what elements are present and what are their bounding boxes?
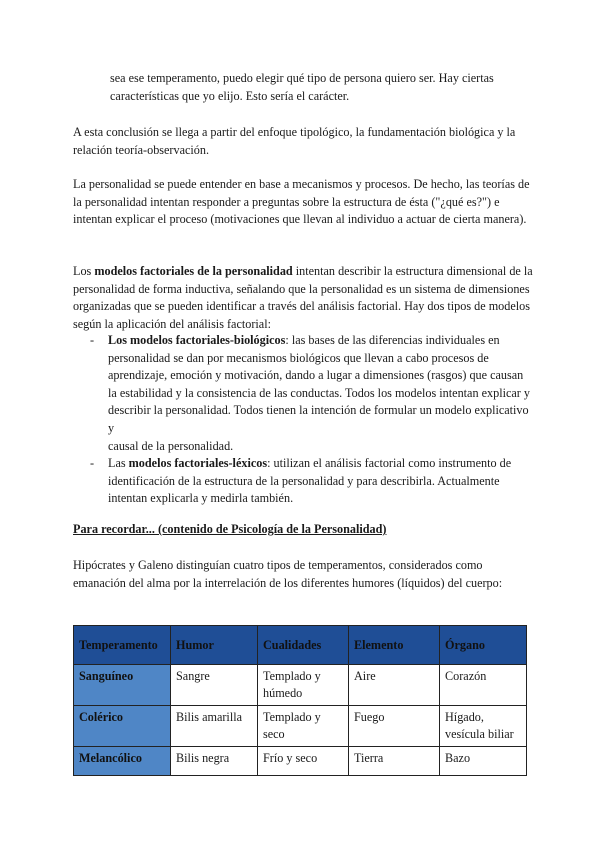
- section-heading: Para recordar... (contenido de Psicología de la Personalidad): [73, 522, 387, 536]
- list-item1-text-tail: causal de la personalidad.: [108, 438, 234, 453]
- paragraph3-rest: intentan describir la estructura dimensional de la personalidad de forma inductiva, señalando que la personalidad es un sistema de dimensiones organizadas que se pueden identificar a través del análisis factorial. Hay dos tipos de modelos según la aplicación del análisis factorial:: [73, 264, 533, 331]
- table-cell: Bazo: [440, 747, 527, 776]
- models-list: [73, 332, 533, 508]
- table-cell: Sangre: [171, 665, 258, 706]
- intro-quote-line-2: características que yo elijo. Esto sería el carácter.: [110, 88, 350, 103]
- paragraph-temperamentos: Hipócrates y Galeno distinguían cuatro tipos de temperamentos, considerados como emanación del alma por la interrelación de los diferentes humores (líquidos) del cuerpo:: [73, 558, 503, 590]
- table-cell: Aire: [349, 665, 440, 706]
- list-item-lexicos: [73, 455, 533, 508]
- table-cell: Tierra: [349, 747, 440, 776]
- table-header-cell: Cualidades: [258, 626, 349, 665]
- paragraph-mecanismos: La personalidad se puede entender en base a mecanismos y procesos. De hecho, las teorías de la personalidad intentan responder a preguntas sobre la estructura de ésta ("¿qué es?") e intentan explicar el proceso (motivaciones que llevan al individuo a actuar de cierta manera).: [73, 177, 530, 227]
- list-item2-bold: modelos factoriales-léxicos: [128, 456, 268, 471]
- table-cell: Fuego: [349, 706, 440, 747]
- table-row: [74, 747, 527, 776]
- table-cell: Bilis amarilla: [171, 706, 258, 747]
- table-header-cell: Órgano: [440, 626, 527, 665]
- table-cell: Templado y seco: [258, 706, 349, 747]
- table-cell-temperament: Colérico: [74, 706, 171, 747]
- intro-quote: [110, 70, 530, 105]
- table-header-row: [74, 626, 527, 665]
- paragraph-enfoque: A esta conclusión se llega a partir del enfoque tipológico, la fundamentación biológica y la relación teoría-observación.: [73, 125, 516, 157]
- list-item1-bold: Los modelos factoriales-biológicos: [108, 333, 286, 347]
- table-cell: Hígado, vesícula biliar: [440, 706, 527, 747]
- table-header-cell: Elemento: [349, 626, 440, 665]
- table-row: [74, 706, 527, 747]
- table-row: [74, 665, 527, 706]
- intro-quote-line-1: sea ese temperamento, puedo elegir qué tipo de persona quiero ser. Hay ciertas: [110, 71, 494, 85]
- table-cell-temperament: Melancólico: [74, 747, 171, 776]
- table-cell: Frío y seco: [258, 747, 349, 776]
- temperament-table: [73, 625, 527, 776]
- list-item2-prefix: Las: [108, 456, 129, 471]
- list-item2-text: : utilizan el análisis factorial como instrumento de identificación de la estructura de la personalidad y para describirla. Actualmente intentan explicarla y medirla también.: [108, 456, 512, 506]
- list-item1-text: : las bases de las diferencias individuales en personalidad se dan por mecanismos biológicos que llevan a cabo procesos de aprendizaje, emoción y motivación, dando a lugar a dimensiones (rasgos) que causan la estabilidad y la consistencia de las conductas. Todos los modelos intentan explicar y describir la personalidad. Todos tienen la intención de formular un modelo explicativo y: [108, 333, 530, 435]
- list-item-biologicos: [73, 332, 533, 455]
- list-bullet: -: [90, 456, 95, 471]
- table-cell: Corazón: [440, 665, 527, 706]
- table-cell: Templado y húmedo: [258, 665, 349, 706]
- paragraph-modelos-factoriales: [73, 263, 533, 333]
- paragraph3-prefix: Los: [73, 264, 95, 278]
- table-header-cell: Humor: [171, 626, 258, 665]
- paragraph3-bold-term: modelos factoriales de la personalidad: [94, 264, 293, 278]
- table-cell: Bilis negra: [171, 747, 258, 776]
- table-cell-temperament: Sanguíneo: [74, 665, 171, 706]
- list-bullet: -: [90, 333, 95, 347]
- table-header-cell: Temperamento: [74, 626, 171, 665]
